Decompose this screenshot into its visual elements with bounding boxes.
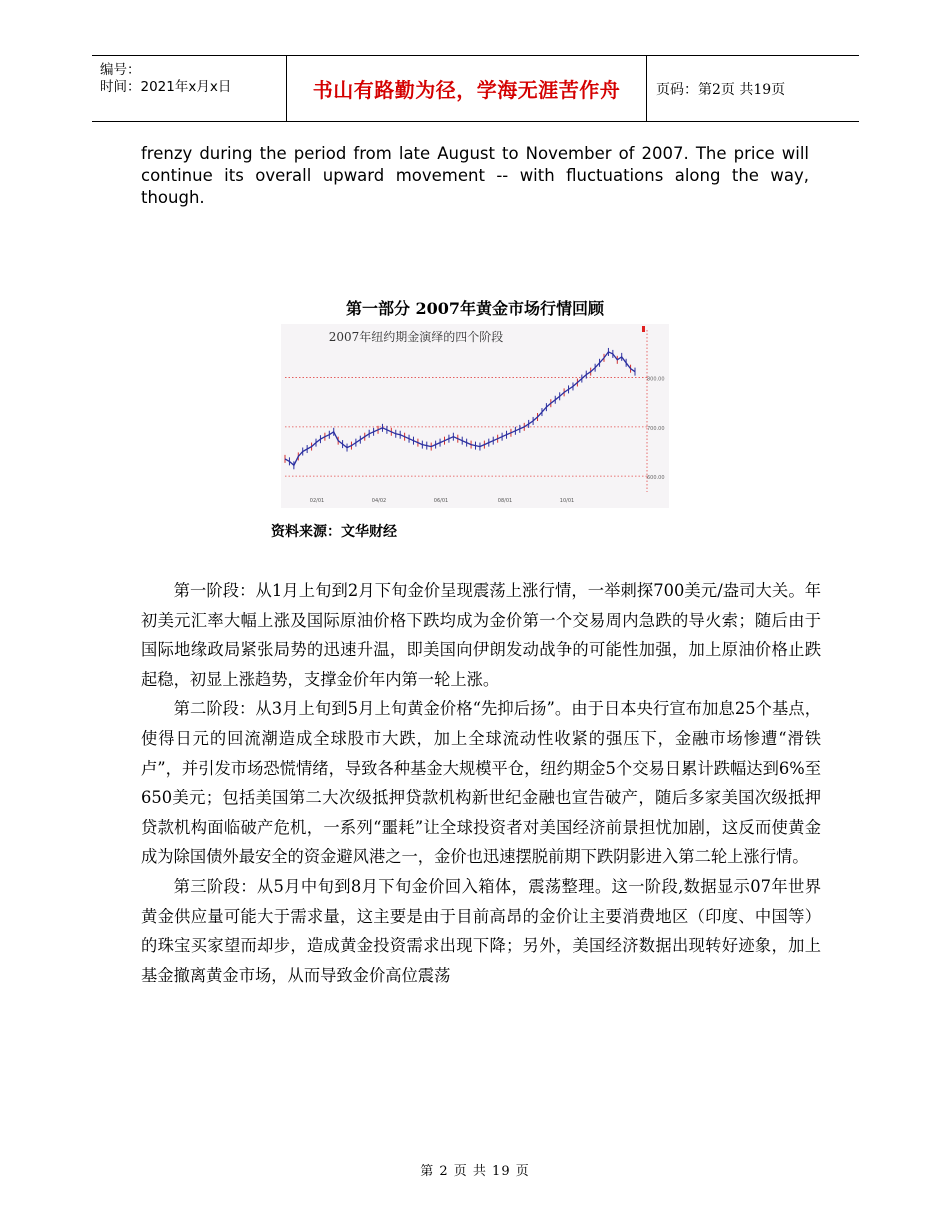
paragraph-stage-1: 第一阶段：从1月上旬到2月下旬金价呈现震荡上涨行情，一举刺探700美元/盎司大关。年初美元汇率大幅上涨及国际原油价格下跌均成为金价第一个交易周内急跌的导火索；随后由于国际地缘政局紧张局势的迅速升温，即美国向伊朗发动战争的可能性加强，加上原油价格止跌起稳，初显上涨趋势，支撑金价年内第一轮上涨。 xyxy=(141,581,821,689)
x-tick-label: 08/01 xyxy=(497,498,513,504)
source-note: 资料来源：文华财经 xyxy=(271,524,397,540)
y-tick-label: 600.00 xyxy=(647,475,665,482)
y-tick-label: 800.00 xyxy=(647,376,665,383)
x-tick-label: 02/01 xyxy=(309,498,325,504)
chart-title: 2007年纽约期金演绎的四个阶段 xyxy=(328,330,504,344)
header-meta xyxy=(92,56,286,121)
paragraph-stage-3: 第三阶段：从5月中旬到8月下旬金价回入箱体，震荡整理。这一阶段,数据显示07年世界黄金供应量可能大于需求量，这主要是由于目前高昂的金价让主要消费地区（印度、中国等）的珠宝买家望而却步，造成黄金投资需求出现下降；另外，美国经济数据出现转好迹象，加上基金撤离黄金市场，从而导致金价高位震荡 xyxy=(141,876,821,985)
chart-background xyxy=(281,324,669,508)
x-tick-label: 06/01 xyxy=(433,498,449,504)
gold-price-chart xyxy=(281,324,669,508)
y-tick-label: 700.00 xyxy=(647,425,665,432)
document-number-label: 编号： xyxy=(100,62,141,78)
document-date-label: 时间：2021年x月x日 xyxy=(100,79,232,95)
chart-svg xyxy=(281,324,669,508)
body-text xyxy=(141,576,821,990)
x-tick-label: 10/01 xyxy=(559,498,575,504)
x-tick-label: 04/02 xyxy=(371,498,387,504)
chart-top-marker xyxy=(642,326,645,332)
page-header xyxy=(92,55,859,122)
section-title: 第一部分 2007年黄金市场行情回顾 xyxy=(345,299,605,318)
page-footer: 第 2 页 共 19 页 xyxy=(420,1164,530,1179)
intro-paragraph: frenzy during the period from late August to November of 2007. The price will continue its overall upward movement -- with fluctuations along the way, though. xyxy=(141,144,809,207)
header-motto: 书山有路勤为径，学海无涯苦作舟 xyxy=(286,56,647,121)
paragraph-stage-2: 第二阶段：从3月上旬到5月上旬黄金价格“先抑后扬”。由于日本央行宣布加息25个基点，使得日元的回流潮造成全球股市大跌，加上全球流动性收紧的强压下，金融市场惨遭“滑铁卢”，并引发市场恐慌情绪，导致各种基金大规模平仓，纽约期金5个交易日累计跌幅达到6%至650美元；包括美国第二大次级抵押贷款机构新世纪金融也宣告破产，随后多家美国次级抵押贷款机构面临破产危机，一系列“噩耗”让全球投资者对美国经济前景担忧加剧，这反而使黄金成为除国债外最安全的资金避风港之一，金价也迅速摆脱前期下跌阴影进入第二轮上涨行情。 xyxy=(141,699,821,867)
header-page-number: 页码：第2页 共19页 xyxy=(656,81,786,98)
